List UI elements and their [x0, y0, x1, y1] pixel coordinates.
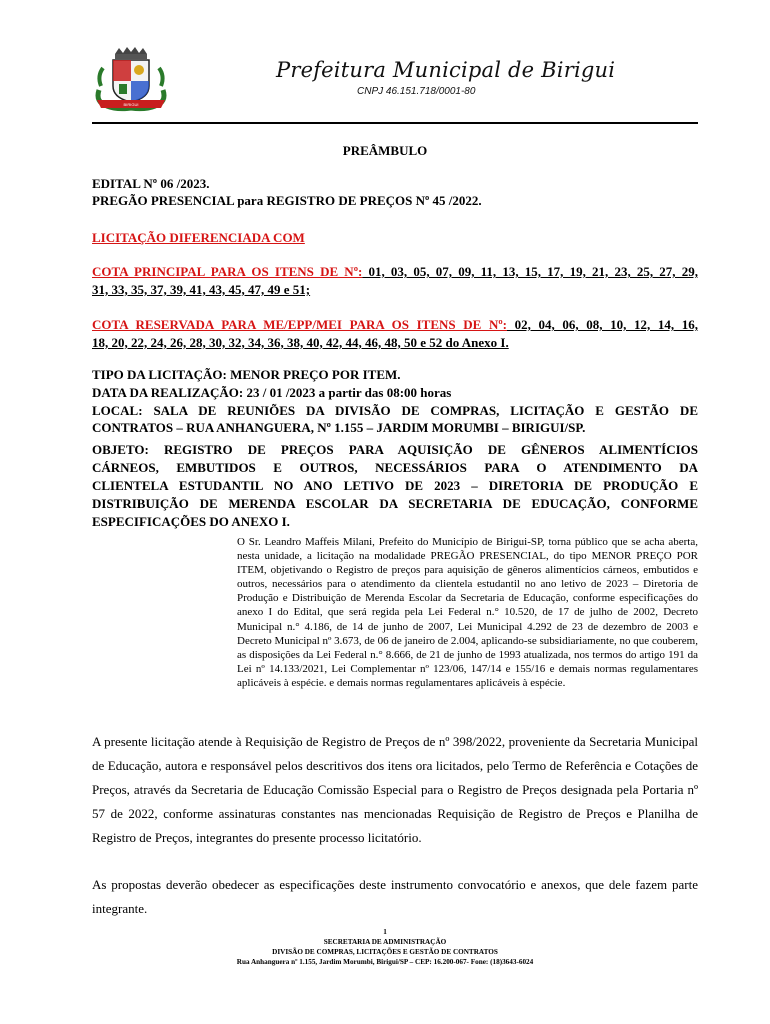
objeto-line-2: CÁRNEOS, EMBUTIDOS E OUTROS, NECESSÁRIOS PARA O ATENDIMENTO DA — [92, 460, 698, 475]
page-number: 1 — [383, 928, 387, 936]
objeto-line-5: ESPECIFICAÇÕES DO ANEXO I. — [92, 514, 290, 529]
local-line-2: CONTRATOS – RUA ANHANGUERA, Nº 1.155 – JARDIM MORUMBI – BIRIGUI/SP. — [92, 420, 586, 435]
cota-reservada-items-2: 18, 20, 22, 24, 26, 28, 30, 32, 34, 36, 38, 40, 42, 44, 46, 48, 50 e 52 do Anexo I. — [92, 335, 509, 350]
objeto-line-1: OBJETO: REGISTRO DE PREÇOS PARA AQUISIÇÃO DE GÊNEROS ALIMENTÍCIOS — [92, 442, 698, 457]
cota-reservada — [92, 316, 698, 334]
org-cnpj: CNPJ 46.151.718/0001-80 — [357, 86, 476, 97]
edital-number: EDITAL Nº 06 /2023. — [92, 176, 210, 191]
body-paragraph-2: As propostas deverão obedecer as especificações deste instrumento convocatório e anexos, que dele fazem parte integrante. — [92, 877, 698, 916]
cota-principal-label: COTA PRINCIPAL PARA OS ITENS DE Nº: — [92, 264, 363, 279]
cota-reservada-label: COTA RESERVADA PARA ME/EPP/MEI PARA OS ITENS DE Nº: — [92, 317, 507, 332]
footer-line-2: DIVISÃO DE COMPRAS, LICITAÇÕES E GESTÃO DE CONTRATOS — [272, 948, 498, 956]
footer-line-1: SECRETARIA DE ADMINISTRAÇÃO — [323, 938, 447, 946]
preamble-title: PREÂMBULO — [342, 143, 428, 158]
coat-of-arms-logo — [93, 46, 169, 114]
tipo-licitacao: TIPO DA LICITAÇÃO: MENOR PREÇO POR ITEM. — [92, 367, 401, 382]
mayor-announcement: O Sr. Leandro Maffeis Milani, Prefeito do Município de Birigui-SP, torna público que se acha aberta, nesta unidade, a licitação na modalidade PREGÃO PRESENCIAL, do tipo MENOR PREÇO POR ITEM, objetivando o Registro de preços para aquisição de gêneros alimentícios cárneos, embutidos e outros, necessários para o atendimento da clientela estudantil no ano letivo de 2023 – Diretoria de Produção e Distribuição de Merenda Escolar da Secretaria de Educação, conforme especificações do anexo I do Edital, que será regida pela Lei Federal n.° 10.520, de 17 de julho de 2002, Decreto Municipal n.° 4.186, de 14 de junho de 2007, Lei Municipal 4.292 de 23 de dezembro de 2003 e Decreto Municipal nº 3.673, de 06 de janeiro de 2.004, aplicando-se subsidiariamente, no que couberem, as disposições da Lei Federal n.° 8.666, de 21 de junho de 1993 atualizada, nos termos do artigo 191 da Lei nº 14.133/2021, Lei Complementar nº 123/06, 147/14 e 155/16 e demais normas regulamentares aplicáveis à espécie. e demais normas regulamentares aplicáveis à espécie. — [237, 536, 698, 689]
objeto-line-3: CLIENTELA ESTUDANTIL NO ANO LETIVO DE 2023 – DIRETORIA DE PRODUÇÃO E — [92, 478, 698, 493]
licitacao-diferenciada: LICITAÇÃO DIFERENCIADA COM — [92, 230, 305, 245]
objeto-line-4: DISTRIBUIÇÃO DE MERENDA ESCOLAR DA SECRETARIA DE EDUCAÇÃO, CONFORME — [92, 496, 698, 511]
org-title: Prefeitura Municipal de Birigui — [276, 58, 616, 82]
pregao-line: PREGÃO PRESENCIAL para REGISTRO DE PREÇOS Nº 45 /2022. — [92, 193, 482, 208]
cota-principal-items-1: 01, 03, 05, 07, 09, 11, 13, 15, 17, 19, 21, 23, 25, 27, 29, — [362, 264, 698, 279]
cota-reservada-items-1: 02, 04, 06, 08, 10, 12, 14, 16, — [506, 317, 699, 332]
cota-principal-items-2: 31, 33, 35, 37, 39, 41, 43, 45, 47, 49 e 51; — [92, 282, 311, 297]
local-line-1: LOCAL: SALA DE REUNIÕES DA DIVISÃO DE COMPRAS, LICITAÇÃO E GESTÃO DE — [92, 403, 698, 418]
data-realizacao: DATA DA REALIZAÇÃO: 23 / 01 /2023 a partir das 08:00 horas — [92, 385, 452, 400]
svg-text:BIRIGUI: BIRIGUI — [123, 102, 139, 107]
body-paragraph-1: A presente licitação atende à Requisição de Registro de Preços de nº 398/2022, proveniente da Secretaria Municipal de Educação, autora e responsável pelos descritivos dos itens ora licitados, pelo Termo de Referência e Cotações de Preços, através da Secretaria de Educação Comissão Especial para o Registro de Preços designada pela Portaria nº 57 de 2022, conforme assinaturas constantes nas mencionadas Requisição de Registro de Preços e Planilha de Registro de Preços, integrantes do presente processo licitatório. — [92, 734, 698, 845]
cota-principal — [92, 263, 698, 281]
header-divider — [92, 122, 698, 124]
footer-line-3: Rua Anhanguera nº 1.155, Jardim Morumbi, Birigui/SP – CEP: 16.200-067- Fone: (18)3643-6024 — [236, 958, 534, 966]
